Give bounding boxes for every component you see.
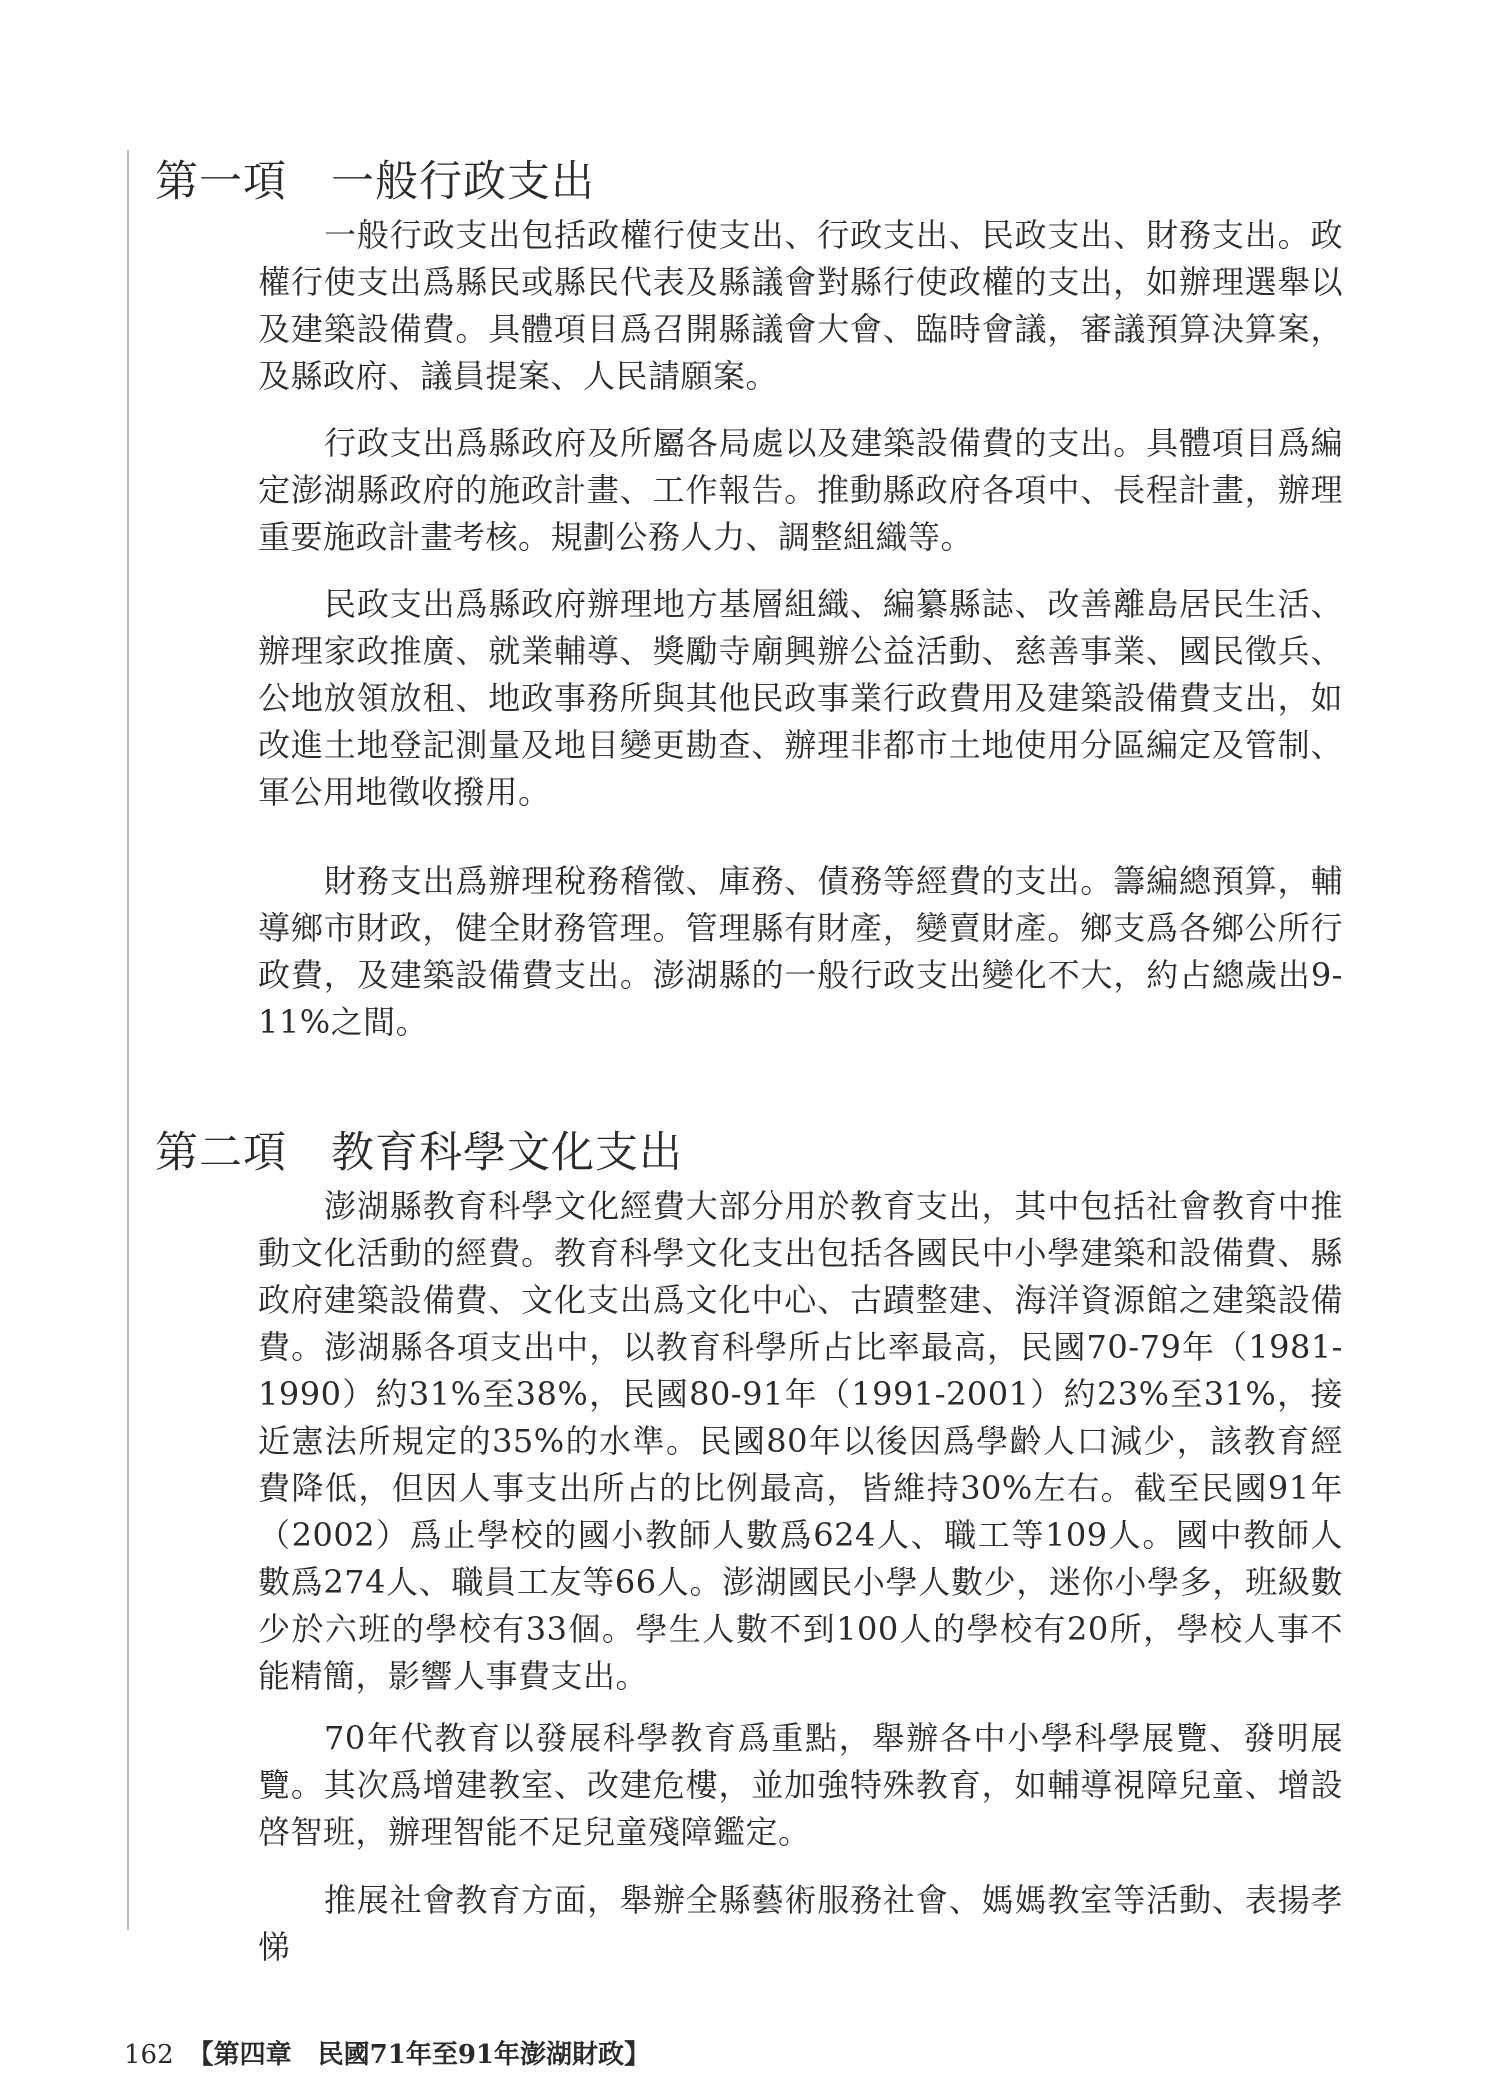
section-heading-education-science-culture <box>155 1123 683 1183</box>
section-title: 一般行政支出 <box>331 157 595 207</box>
page-number: 162 <box>124 2040 174 2070</box>
paragraph: 70年代教育以發展科學教育爲重點，舉辦各中小學科學展覽、發明展覽。其次爲增建教室、改建危樓，並加強特殊教育，如輔導視障兒童、增設啓智班，辦理智能不足兒童殘障鑑定。 <box>258 1719 1343 1851</box>
paragraph: 澎湖縣教育科學文化經費大部分用於教育支出，其中包括社會教育中推動文化活動的經費。教育科學文化支出包括各國民中小學建築和設備費、縣政府建築設備費、文化支出爲文化中心、古蹟整建、海洋資源館之建築設備費。澎湖縣各項支出中，以教育科學所占比率最高，民國70-79年（1981-1990）約31%至38%，民國80-91年（1991-2001）約23%至31%，接近憲法所規定的35%的水準。民國80年以後因爲學齡人口減少，該教育經費降低，但因人事支出所占的比例最高，皆維持30%左右。截至民國91年（2002）爲止學校的國小教師人數爲624人、職工等109人。國中教師人數爲274人、職員工友等66人。澎湖國民小學人數少，迷你小學多，班級數少於六班的學校有33個。學生人數不到100人的學校有20所，學校人事不能精簡，影響人事費支出。 <box>258 1187 1343 1695</box>
margin-rule <box>127 150 129 1930</box>
paragraph: 一般行政支出包括政權行使支出、行政支出、民政支出、財務支出。政權行使支出爲縣民或縣民代表及縣議會對縣行使政權的支出，如辦理選舉以及建築設備費。具體項目爲召開縣議會大會、臨時會議，審議預算決算案，及縣政府、議員提案、人民請願案。 <box>258 216 1343 395</box>
section-number: 第一項 <box>155 157 287 207</box>
paragraph: 民政支出爲縣政府辦理地方基層組織、編纂縣誌、改善離島居民生活、辦理家政推廣、就業輔導、獎勵寺廟興辦公益活動、慈善事業、國民徵兵、公地放領放租、地政事務所與其他民政事業行政費用及建築設備費支出，如改進土地登記測量及地目變更勘查、辦理非都市土地使用分區編定及管制、軍公用地徵收撥用。 <box>258 585 1343 811</box>
chapter-label: 【第四章 民國71年至91年澎湖財政】 <box>187 2040 651 2070</box>
section-heading-general-administration <box>155 152 595 212</box>
paragraph: 行政支出爲縣政府及所屬各局處以及建築設備費的支出。具體項目爲編定澎湖縣政府的施政計畫、工作報告。推動縣政府各項中、長程計畫，辦理重要施政計畫考核。規劃公務人力、調整組織等。 <box>258 424 1343 556</box>
section-title: 教育科學文化支出 <box>331 1128 683 1178</box>
page-footer <box>124 2038 650 2072</box>
section-number: 第二項 <box>155 1128 287 1178</box>
paragraph: 推展社會教育方面，舉辦全縣藝術服務社會、媽媽教室等活動、表揚孝悌 <box>258 1881 1343 1966</box>
paragraph: 財務支出爲辦理稅務稽徵、庫務、債務等經費的支出。籌編總預算，輔導鄉市財政，健全財務管理。管理縣有財產，變賣財產。鄉支爲各鄉公所行政費，及建築設備費支出。澎湖縣的一般行政支出變化不大，約占總歲出9-11%之間。 <box>258 862 1343 1041</box>
